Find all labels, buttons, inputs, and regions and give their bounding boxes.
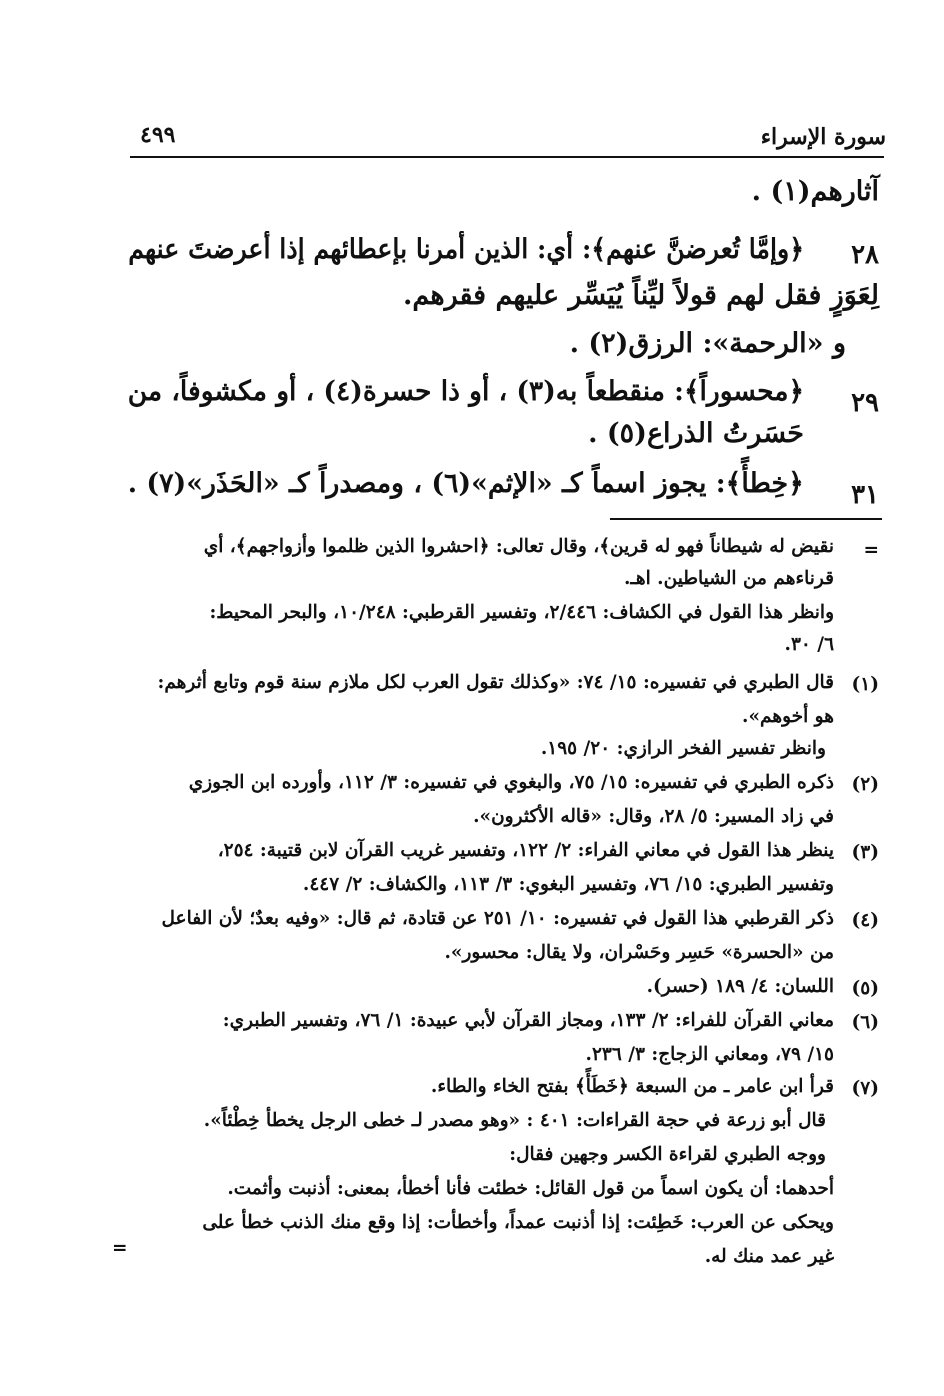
verse-number-31: ٣١ [851, 480, 879, 510]
surah-title: سورة الإسراء [760, 124, 886, 150]
footnote-4-number: (٤) [851, 910, 879, 931]
footnote-7-line-2: قال أبو زرعة في حجة القراءات: ٤٠١ : «وهو مصدر لـ خطى الرجل يخطأ خِطْئاً». [203, 1110, 826, 1131]
footnote-7-line-5: ويحكى عن العرب: خَطِئت: إذا أذنبت عمداً، وأخطأت: إذا وقع منك الذنب خطأ على [202, 1212, 834, 1233]
footnote-divider [610, 518, 882, 520]
footnote-1-number: (١) [851, 674, 879, 695]
header-divider [130, 156, 884, 158]
footnote-1-line-1: قال الطبري في تفسيره: ١٥/ ٧٤: «وكذلك تقول العرب لكل ملازم سنة قوم وتابع أثرهم: [157, 672, 834, 693]
footnote-2-number: (٢) [851, 774, 879, 795]
verse-28-line-2: لِعَوَزٍ فقل لهم قولاً ليِّناً يُيَسِّر عليهم فقرهم. [402, 280, 879, 311]
verse-number-29: ٢٩ [851, 388, 879, 418]
footnote-7-line-1: قرأ ابن عامر ـ من السبعة ﴿خَطَأً﴾ بفتح الخاء والطاء. [430, 1076, 834, 1097]
verse-28-line-1: ﴿وإمَّا تُعرضنَّ عنهم﴾: أي: الذين أمرنا بإعطائهم إذا أعرضتَ عنهم [128, 234, 805, 265]
footnote-4-line-2: من «الحسرة» حَسِر وحَسْران، ولا يقال: محسور». [444, 942, 834, 963]
footnote-5-number: (٥) [851, 978, 879, 999]
footnote-6-number: (٦) [851, 1012, 879, 1033]
footnote-1-line-3: وانظر تفسير الفخر الرازي: ٢٠/ ١٩٥. [540, 738, 826, 759]
footnote-continuation-line-3: وانظر هذا القول في الكشاف: ٢/٤٤٦، وتفسير القرطبي: ١٠/٢٤٨، والبحر المحيط: [209, 602, 834, 623]
continued-line: آثارهم(١) . [751, 176, 879, 207]
page-number: ٤٩٩ [140, 122, 176, 148]
footnote-2-line-2: في زاد المسير: ٥/ ٢٨، وقال: «قاله الأكثرون». [473, 806, 834, 827]
verse-number-28: ٢٨ [851, 240, 879, 270]
verse-29-line-1: ﴿محسوراً﴾: منقطعاً به(٣) ، أو ذا حسرة(٤) ، أو مكشوفاً، من [127, 376, 804, 407]
footnote-continuation-line-2: قرناءهم من الشياطين. اهـ. [623, 568, 834, 589]
footnote-7-number: (٧) [851, 1078, 879, 1099]
footnote-7-line-4: أحدهما: أن يكون اسماً من قول القائل: خطئت فأنا أخطأ، بمعنى: أذنبت وأثمت. [227, 1178, 834, 1199]
footnote-3-number: (٣) [851, 842, 879, 863]
footnote-6-line-2: ١٥/ ٧٩، ومعاني الزجاج: ٣/ ٢٣٦. [585, 1044, 834, 1065]
footnote-7-line-3: ووجه الطبري لقراءة الكسر وجهين فقال: [509, 1144, 826, 1165]
footnote-continuation-marker: = [863, 540, 879, 561]
verse-28-line-3: و «الرحمة»: الرزق(٢) . [569, 328, 846, 359]
footnote-3-line-1: ينظر هذا القول في معاني الفراء: ٢/ ١٢٢، وتفسير غريب القرآن لابن قتيبة: ٢٥٤، [217, 840, 834, 861]
footnote-6-line-1: معاني القرآن للفراء: ٢/ ١٣٣، ومجاز القرآن لأبي عبيدة: ١/ ٧٦، وتفسير الطبري: [222, 1010, 834, 1031]
footnote-1-line-2: هو أخوهم». [742, 706, 834, 727]
footnote-4-line-1: ذكر القرطبي هذا القول في تفسيره: ١٠/ ٢٥١ عن قتادة، ثم قال: «وفيه بعدٌ؛ لأن الفاعل [161, 908, 834, 929]
footnote-2-line-1: ذكره الطبري في تفسيره: ١٥/ ٧٥، والبغوي في تفسيره: ٣/ ١١٢، وأورده ابن الجوزي [188, 772, 834, 793]
footnote-5-line-1: اللسان: ٤/ ١٨٩ (حسر). [646, 976, 834, 997]
verse-29-line-2: حَسَرتُ الذراع(٥) . [588, 418, 804, 449]
footnote-continuation-line-4: ٦/ ٣٠. [784, 634, 834, 655]
verse-31-line-1: ﴿خِطأً﴾: يجوز اسماً كـ «الإثم»(٦) ، ومصدراً كـ «الحَذَر»(٧) . [127, 468, 804, 499]
footnote-end-marker: = [112, 1238, 128, 1259]
footnote-7-line-6: غير عمد منك له. [704, 1246, 834, 1267]
footnote-3-line-2: وتفسير الطبري: ١٥/ ٧٦، وتفسير البغوي: ٣/ ١١٣، والكشاف: ٢/ ٤٤٧. [302, 874, 834, 895]
footnote-continuation-line-1: نقيض له شيطاناً فهو له قرين﴾، وقال تعالى: ﴿احشروا الذين ظلموا وأزواجهم﴾، أي [203, 536, 834, 557]
